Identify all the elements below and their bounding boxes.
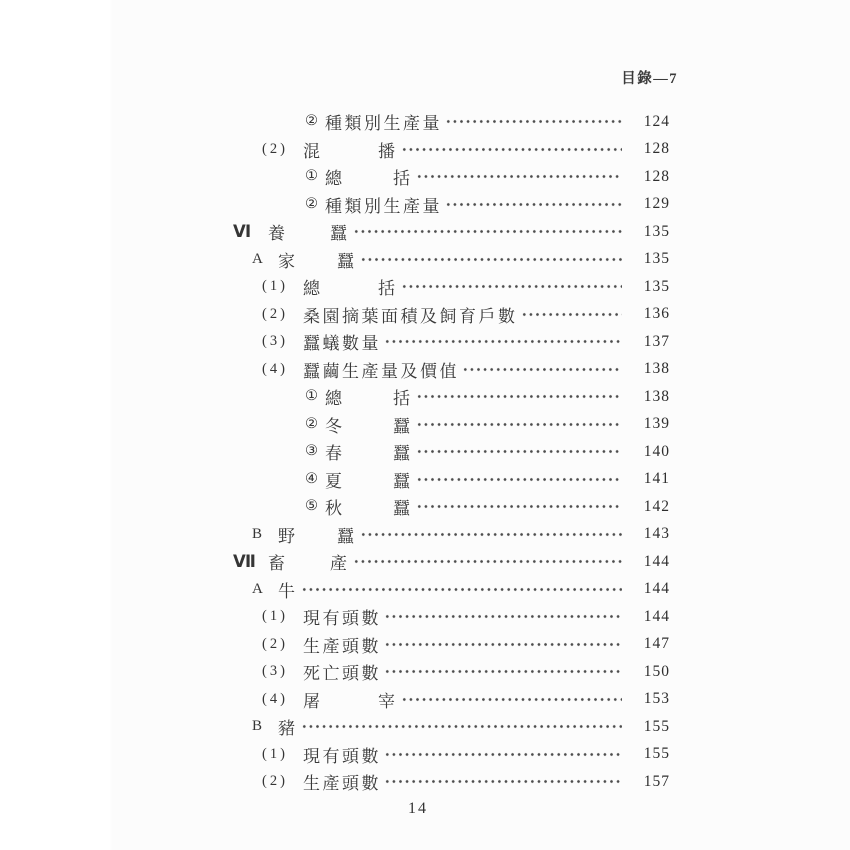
toc-entry <box>0 301 850 329</box>
toc-entry-marker: ④ <box>305 470 318 487</box>
toc-page-number: 144 <box>643 580 670 598</box>
toc-page-number: 128 <box>643 167 670 185</box>
toc-page-number: 128 <box>643 140 670 158</box>
toc-entry-title: 屠 宰 <box>303 691 398 711</box>
dot-leader <box>353 218 623 246</box>
toc-entry-title: 牛 <box>278 581 298 601</box>
toc-entry <box>0 658 850 686</box>
toc-entry-marker: (4) <box>262 690 288 707</box>
toc-entry <box>0 273 850 301</box>
toc-entry-marker: (1) <box>262 278 288 295</box>
toc-entry <box>0 576 850 604</box>
dot-leader <box>521 301 623 329</box>
toc-entry-title: 死亡頭數 <box>303 664 381 684</box>
toc-entry-marker: (2) <box>262 305 288 322</box>
toc-page-number: 142 <box>643 497 670 515</box>
dot-leader <box>353 548 623 576</box>
dot-leader <box>416 466 623 494</box>
toc-entry <box>0 713 850 741</box>
toc-entry-marker: (1) <box>262 608 288 625</box>
toc-page-number: 155 <box>643 745 670 763</box>
dot-leader <box>360 246 623 274</box>
toc-page-number: 153 <box>643 690 670 708</box>
toc-entry-marker: ① <box>305 168 318 185</box>
toc-entry-title: 春 蠶 <box>325 444 413 464</box>
toc-entry <box>0 191 850 219</box>
toc-entry-title: 混 播 <box>303 141 398 161</box>
dot-leader <box>384 631 622 659</box>
toc-entry-marker: (4) <box>262 360 288 377</box>
toc-entry-marker: (1) <box>262 745 288 762</box>
toc-entry <box>0 631 850 659</box>
toc-entry-marker: A <box>252 580 263 597</box>
toc-page-number: 138 <box>643 387 670 405</box>
toc-page-number: 135 <box>643 250 670 268</box>
toc-entry-title: 夏 蠶 <box>325 471 413 491</box>
toc-entry <box>0 686 850 714</box>
toc-entry-title: 蠶蟻數量 <box>303 334 381 354</box>
toc-entry-title: 現有頭數 <box>303 746 381 766</box>
toc-entry <box>0 466 850 494</box>
dot-leader <box>401 686 623 714</box>
toc-page-number: 150 <box>643 662 670 680</box>
toc-entry <box>0 768 850 796</box>
dot-leader <box>301 713 623 741</box>
toc-page-number: 144 <box>643 552 670 570</box>
dot-leader <box>416 383 623 411</box>
toc-entry <box>0 438 850 466</box>
toc-entry-marker: (2) <box>262 140 288 157</box>
toc-entry-marker: A <box>252 250 263 267</box>
toc-page-number: 124 <box>643 112 670 130</box>
dot-leader <box>384 741 622 769</box>
toc-entry-marker: (2) <box>262 635 288 652</box>
toc-page-number: 144 <box>643 607 670 625</box>
toc-entry-title: 總 括 <box>325 169 413 189</box>
toc-entry-title: 種類別生產量 <box>325 114 442 134</box>
toc-entry <box>0 411 850 439</box>
folio-page-number: 14 <box>408 800 428 817</box>
toc-page-number: 157 <box>643 772 670 790</box>
toc-page-number: 138 <box>643 360 670 378</box>
toc-entry-title: 冬 蠶 <box>325 416 413 436</box>
toc-page-number: 129 <box>643 195 670 213</box>
toc-page-number: 141 <box>643 470 670 488</box>
toc-entry <box>0 383 850 411</box>
toc-entry-marker: B <box>252 525 263 542</box>
toc-entry <box>0 356 850 384</box>
toc-entry-marker: ② <box>305 195 318 212</box>
toc-page-number: 147 <box>643 635 670 653</box>
toc-entry-marker: ② <box>305 113 318 130</box>
toc-entry-title: 總 括 <box>303 279 398 299</box>
toc-entry-title: 生產頭數 <box>303 636 381 656</box>
dot-leader <box>416 493 623 521</box>
dot-leader <box>401 273 623 301</box>
toc-entry <box>0 246 850 274</box>
toc-entry-marker: (2) <box>262 773 288 790</box>
toc-entry <box>0 603 850 631</box>
running-head: 目錄—7 <box>621 71 678 87</box>
toc-entry-marker: (3) <box>262 333 288 350</box>
dot-leader <box>384 768 622 796</box>
toc-page-number: 155 <box>643 717 670 735</box>
toc-page-number: 143 <box>643 525 670 543</box>
toc-entry-marker: Ⅵ <box>233 221 252 241</box>
toc-entry-marker: Ⅶ <box>233 551 256 571</box>
dot-leader <box>384 603 622 631</box>
toc-entry-title: 蠶繭生產量及價值 <box>303 361 459 381</box>
toc-entry-marker: ⑤ <box>305 498 318 515</box>
toc-entry <box>0 108 850 136</box>
dot-leader <box>401 136 623 164</box>
toc-entry-title: 畜 產 <box>268 554 350 574</box>
toc-entry <box>0 163 850 191</box>
toc-entry-title: 總 括 <box>325 389 413 409</box>
toc-page-number: 135 <box>643 277 670 295</box>
dot-leader <box>416 163 623 191</box>
toc-entry <box>0 521 850 549</box>
toc-entry-title: 桑園摘葉面積及飼育戶數 <box>303 306 518 326</box>
toc-entry-title: 種類別生產量 <box>325 196 442 216</box>
toc-entry-marker: (3) <box>262 663 288 680</box>
toc-page-number: 137 <box>643 332 670 350</box>
toc-page-number: 136 <box>643 305 670 323</box>
toc-entry <box>0 328 850 356</box>
toc-entry <box>0 741 850 769</box>
toc-page-number: 140 <box>643 442 670 460</box>
dot-leader <box>360 521 623 549</box>
dot-leader <box>416 411 623 439</box>
dot-leader <box>301 576 623 604</box>
toc-entry <box>0 548 850 576</box>
dot-leader <box>462 356 622 384</box>
toc-entry-marker: ③ <box>305 443 318 460</box>
toc-entry-title: 養 蠶 <box>268 224 350 244</box>
dot-leader <box>445 108 622 136</box>
toc-page-number: 135 <box>643 222 670 240</box>
toc-page-number: 139 <box>643 415 670 433</box>
toc-entry-title: 豬 <box>278 719 298 739</box>
dot-leader <box>445 191 622 219</box>
toc-entry-title: 秋 蠶 <box>325 499 413 519</box>
table-of-contents <box>0 108 850 796</box>
toc-entry-title: 野 蠶 <box>278 526 357 546</box>
toc-entry-title: 現有頭數 <box>303 609 381 629</box>
dot-leader <box>384 658 622 686</box>
toc-entry <box>0 136 850 164</box>
dot-leader <box>416 438 623 466</box>
dot-leader <box>384 328 622 356</box>
toc-entry-marker: ① <box>305 388 318 405</box>
toc-entry-marker: ② <box>305 415 318 432</box>
toc-entry-title: 生產頭數 <box>303 774 381 794</box>
toc-entry-title: 家 蠶 <box>278 251 357 271</box>
toc-entry <box>0 493 850 521</box>
toc-entry <box>0 218 850 246</box>
toc-entry-marker: B <box>252 718 263 735</box>
